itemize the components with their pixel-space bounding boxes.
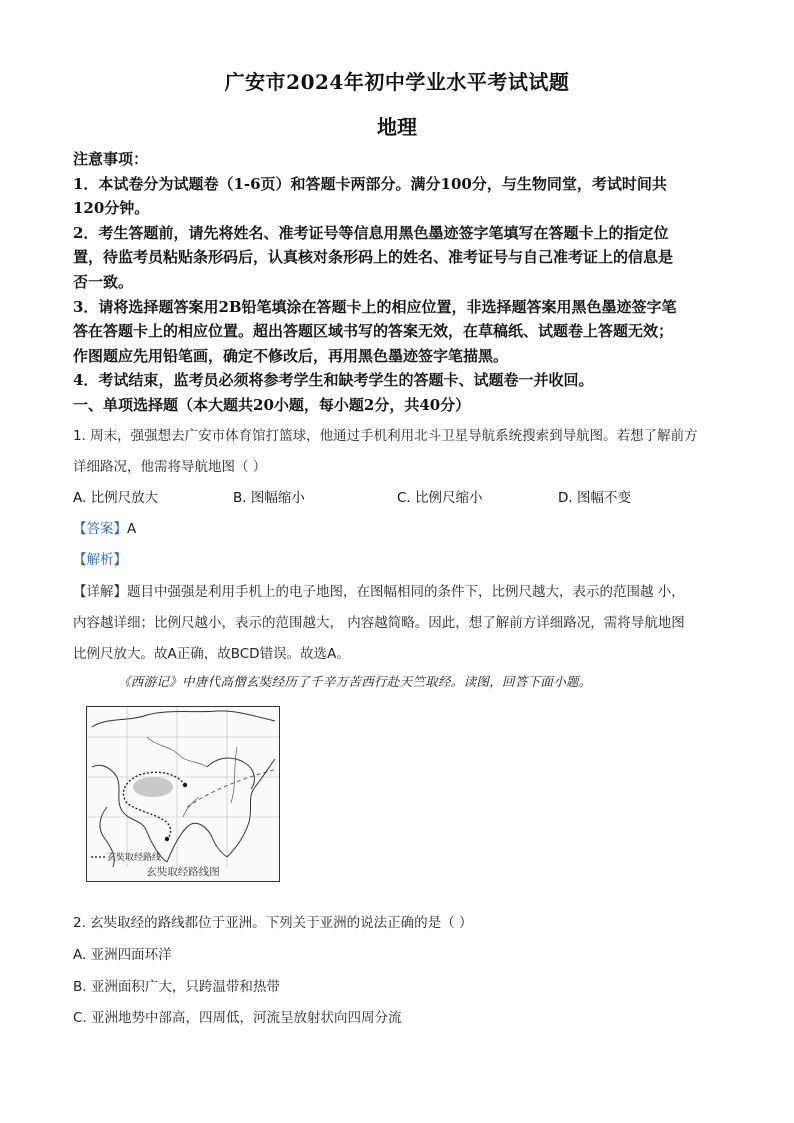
map-caption: 玄奘取经路线图 [146,866,220,878]
notes-heading: 注意事项： [73,150,149,168]
question-1-option-c: C. 比例尺缩小 [397,490,483,506]
note-line: 2．考生答题前，请先将姓名、准考证号等信息用黑色墨迹签字笔填写在答题卡上的指定位 [73,224,669,242]
question-1-stem: 详细路况，他需将导航地图（ ） [73,459,267,475]
map-graphic [87,707,279,881]
question-1-option-b: B. 图幅缩小 [233,490,305,506]
section-heading: 一、单项选择题（本大题共20小题，每小题2分，共40分） [73,396,471,414]
note-line: 否一致。 [73,273,134,291]
question-2-option-b: B. 亚洲面积广大，只跨温带和热带 [73,979,280,995]
route-end-marker [165,837,169,841]
question-1-detail [73,580,685,600]
answer-label: 【答案】 [73,521,127,537]
note-line: 4．考试结束，监考员必须将参考学生和缺考学生的答题卡、试题卷一并收回。 [73,371,594,389]
desert-area [133,777,173,797]
question-1-option-d: D. 图幅不变 [558,490,631,506]
legend-label: 玄奘取经路线 [107,853,162,863]
answer-value: A [127,521,137,537]
question-1-option-a: A. 比例尺放大 [73,490,159,506]
route-start-marker [183,783,187,787]
question-1-analysis-label [73,548,127,568]
note-line: 1．本试卷分为试题卷（1-6页）和答题卡两部分。满分100分，与生物同堂，考试时间共 [73,175,667,193]
question-1-detail: 内容越详细；比例尺越小，表示的范围越大， 内容越简略。因此，想了解前方详细路况，需将导航地图 [73,615,685,631]
note-line: 置，待监考员粘贴条形码后，认真核对条形码上的姓名、准考证号与自己准考证上的信息是 [73,248,674,266]
question-2-option-c: C. 亚洲地势中部高，四周低，河流呈放射状向四周分流 [73,1010,402,1026]
note-line: 答在答题卡上的相应位置。超出答题区域书写的答案无效，在草稿纸、试题卷上答题无效； [73,322,674,340]
detail-text: 题目中强强是利用手机上的电子地图，在图幅相同的条件下，比例尺越大，表示的范围越 小， [127,584,685,600]
detail-label: 【详解】 [73,584,127,600]
note-line: 120分钟。 [73,199,150,217]
question-1-detail: 比例尺放大。故A正确，故BCD错误。故选A。 [73,646,350,662]
question-1-stem: 1. 周末，强强想去广安市体育馆打篮球，他通过手机利用北斗卫星导航系统搜索到导航图。若想了解前方 [73,428,698,444]
analysis-label: 【解析】 [73,552,127,568]
exam-title: 广安市2024年初中学业水平考试试题 [224,70,570,94]
question-2-stem: 2. 玄奘取经的路线都位于亚洲。下列关于亚洲的说法正确的是（ ） [73,915,473,931]
question-2-option-a: A. 亚洲四面环洋 [73,947,172,963]
xuanzang-route-map [86,706,280,882]
passage-intro: 《西游记》中唐代高僧玄奘经历了千辛万苦西行赴天竺取经。读图，回答下面小题。 [118,674,592,689]
note-line: 作图题应先用铅笔画，确定不修改后，再用黑色墨迹签字笔描黑。 [73,347,509,365]
exam-subject: 地理 [377,115,417,139]
question-1-answer [73,517,136,537]
note-line: 3．请将选择题答案用2B铅笔填涂在答题卡上的相应位置，非选择题答案用黑色墨迹签字笔 [73,298,677,316]
